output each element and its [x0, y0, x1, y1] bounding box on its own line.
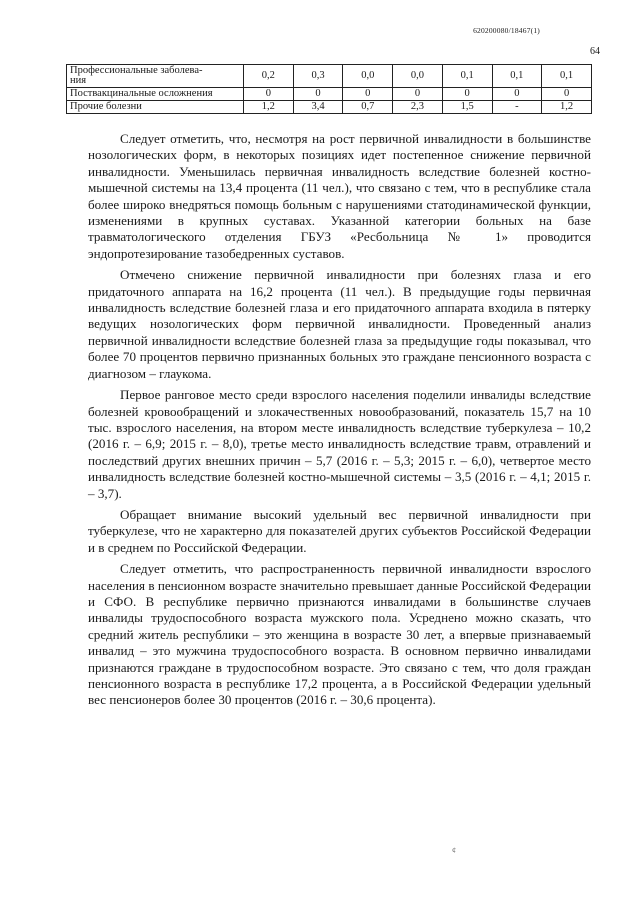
table-cell: 0	[393, 88, 443, 101]
paragraph: Отмечено снижение первичной инвалидности при болезнях глаза и его придаточного аппарата на 16,2 процента (11 чел.). В предыдущие годы первичная инвалидность вследствие болезней глаза и его придаточного аппарата входила в пятерку ведущих нозологических форм первичной инвалидности. Проведенный анализ первичной инвалидности вследствие болезней глаза за предыдущие годы показывал, что более 70 процентов первично признанных больных это граждане пенсионного возраста с диагнозом – глаукома.	[88, 267, 591, 381]
scan-mark: ¢	[452, 846, 456, 855]
table-cell: 0	[492, 88, 542, 101]
table-row	[67, 101, 592, 114]
statistics-table	[66, 64, 592, 114]
table-cell: 0,2	[244, 65, 294, 88]
table-row	[67, 88, 592, 101]
table-cell: 0	[343, 88, 393, 101]
table-cell: 0,1	[442, 65, 492, 88]
row-label: Поствакцинальные осложнения	[67, 88, 244, 101]
table-cell: 0	[542, 88, 592, 101]
table-cell: 0	[244, 88, 294, 101]
table-cell: 1,5	[442, 101, 492, 114]
paragraph: Первое ранговое место среди взрослого населения поделили инвалиды вследствие болезней кровообращений и злокачественных новообразований, показатель 15,7 на 10 тыс. взрослого населения, на втором месте инвалидность вследствие туберкулеза – 10,2 (2016 г. – 6,9; 2015 г. – 8,0), третье место инвалидность вследствие травм, отравлений и последствий других внешних причин – 5,7 (2016 г. – 5,3; 2015 г. – 6,0), четвертое место инвалидность вследствие болезней костно-мышечной системы – 3,5 (2016 г. – 4,1; 2015 г. – 3,7).	[88, 387, 591, 501]
row-label: Профессиональные заболева- ния	[67, 65, 244, 88]
table-cell: 0	[442, 88, 492, 101]
paragraph: Следует отметить, что, несмотря на рост первичной инвалидности в большинстве нозологических форм, в некоторых позициях идет постепенное снижение первичной инвалидности. Уменьшилась первичная инвалидность вследствие болезней костно-мышечной системы на 13,4 процента (11 чел.), что связано с тем, что в республике стала более широко внедряться помощь больным с нарушениями статодинамической функции, изменениями в крупных суставах. Указанной категории больных на базе травматологического отделения ГБУЗ «Ресбольница № 1» проводится эндопротезирование тазобедренных суставов.	[88, 131, 591, 261]
table-cell: 1,2	[542, 101, 592, 114]
paragraph: Следует отметить, что распространенность первичной инвалидности взрослого населения в пенсионном возрасте значительно превышает данные Российской Федерации и СФО. В республике первично признаются инвалидами в большинстве случаев инвалиды трудоспособного возраста мужского пола. Усреднено можно сказать, что средний житель республики – это женщина в возрасте 30 лет, а впервые признаваемый инвалид – это мужчина трудоспособного возраста. В основном первично инвалидами признаются граждане в трудоспособном возрасте. Это связано с тем, что доля граждан пенсионного возраста в республике 17,2 процента, а в Российской Федерации удельный вес пенсионеров более 30 процентов (2016 г. – 30,6 процента).	[88, 561, 591, 708]
table-row	[67, 65, 592, 88]
table-cell: 0,1	[542, 65, 592, 88]
table-cell: 0,1	[492, 65, 542, 88]
paragraph: Обращает внимание высокий удельный вес первичной инвалидности при туберкулезе, что не характерно для показателей других субъектов Российской Федерации и в среднем по Российской Федерации.	[88, 506, 591, 555]
table-cell: 0,7	[343, 101, 393, 114]
table-cell: 0	[293, 88, 343, 101]
document-id: 620200080/18467(1)	[473, 26, 540, 35]
document-body	[88, 131, 591, 714]
row-label: Прочие болезни	[67, 101, 244, 114]
page-number: 64	[590, 46, 600, 57]
table-cell: 0,0	[343, 65, 393, 88]
table-cell: 2,3	[393, 101, 443, 114]
table-cell: 3,4	[293, 101, 343, 114]
table-cell: -	[492, 101, 542, 114]
table-cell: 1,2	[244, 101, 294, 114]
table-cell: 0,0	[393, 65, 443, 88]
table-cell: 0,3	[293, 65, 343, 88]
